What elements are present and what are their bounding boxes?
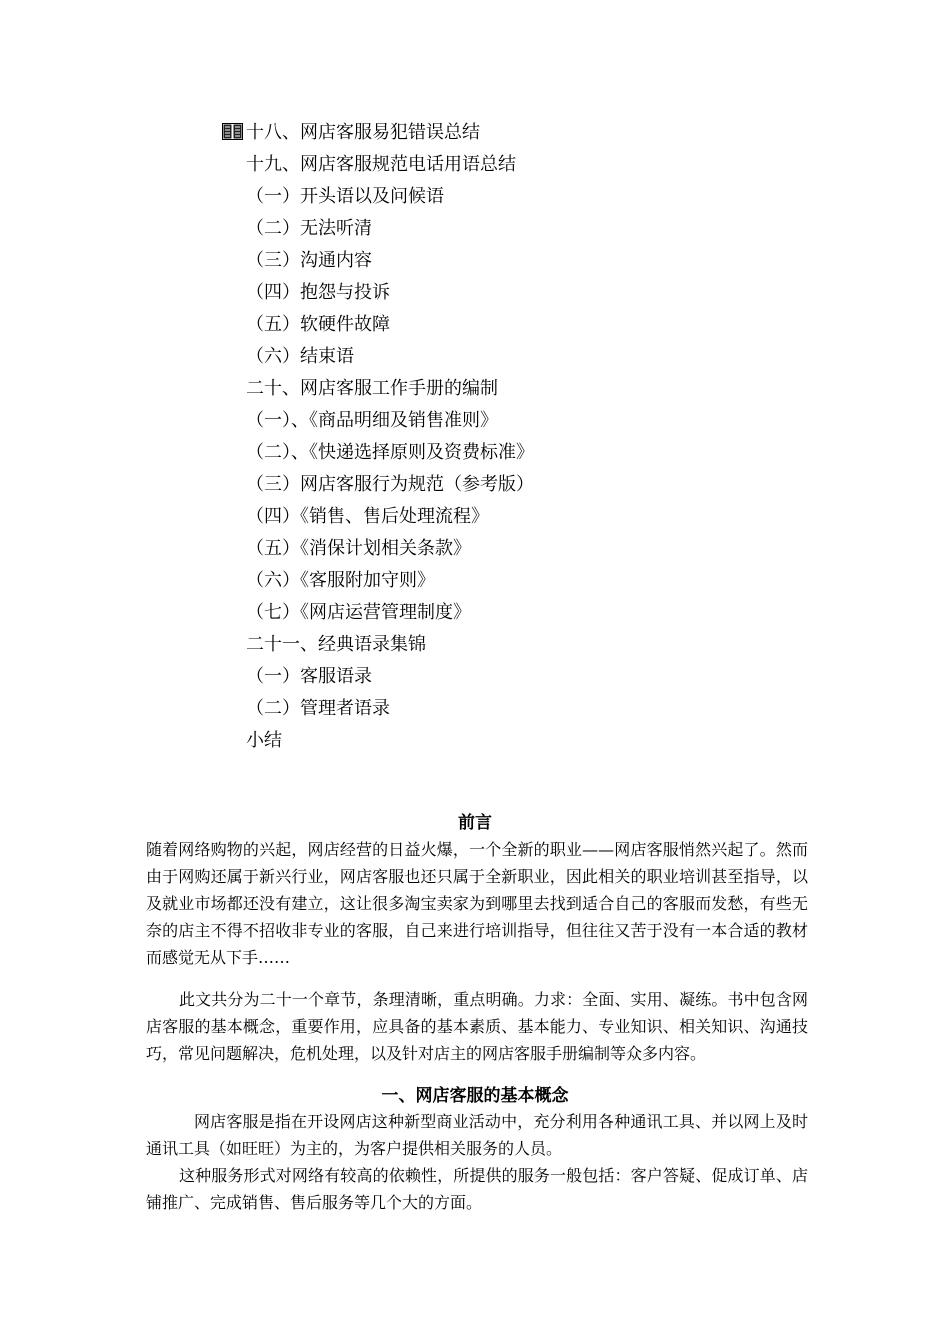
- toc-item[interactable]: （四）《销售、售后处理流程》: [246, 506, 489, 527]
- preface-paragraph: 此文共分为二十一个章节，条理清晰，重点明确。力求：全面、实用、凝练。书中包含网店客服的基本概念，重要作用，应具备的基本素质、基本能力、专业知识、相关知识、沟通技巧，常见问题解决，危机处理，以及针对店主的网店客服手册编制等众多内容。: [146, 990, 808, 1063]
- preface-paragraph: 随着网络购物的兴起，网店经营的日益火爆，一个全新的职业——网店客服悄然兴起了。然而由于网购还属于新兴行业，网店客服也还只属于全新职业，因此相关的职业培训甚至指导，以及就业市场都还没有建立，这让很多淘宝卖家为到哪里去找到适合自己的客服而发愁，有些无奈的店主不得不招收非专业的客服，自己来进行培训指导，但往往又苦于没有一本合适的教材而感觉无从下手……: [146, 840, 808, 967]
- preface-heading: 前言: [458, 813, 492, 833]
- toc-item[interactable]: （三）网店客服行为规范（参考版）: [246, 474, 534, 495]
- toc-item[interactable]: （四）抱怨与投诉: [246, 282, 390, 303]
- section-paragraph: 网店客服是指在开设网店这种新型商业活动中，充分利用各种通讯工具、并以网上及时通讯工具（如旺旺）为主的，为客户提供相关服务的人员。: [146, 1112, 808, 1158]
- toc-item[interactable]: （五）《消保计划相关条款》: [246, 538, 471, 559]
- toc-item[interactable]: （六）《客服附加守则》: [246, 570, 435, 591]
- section-heading: 一、网店客服的基本概念: [381, 1086, 569, 1106]
- toc-item[interactable]: 二十、网店客服工作手册的编制: [246, 378, 498, 399]
- toc-item[interactable]: 小结: [246, 730, 282, 751]
- toc-item[interactable]: （一）开头语以及问候语: [246, 186, 444, 207]
- toc-item[interactable]: （二）管理者语录: [246, 698, 390, 719]
- toc-item[interactable]: （二）无法听清: [246, 218, 372, 239]
- toc-item[interactable]: （三）沟通内容: [246, 250, 372, 271]
- toc-item[interactable]: （七）《网店运营管理制度》: [246, 602, 471, 623]
- toc-item[interactable]: [222, 117, 822, 149]
- toc-item[interactable]: 十九、网店客服规范电话用语总结: [246, 154, 516, 175]
- toc-item[interactable]: 二十一、经典语录集锦: [246, 634, 426, 655]
- toc-item[interactable]: （六）结束语: [246, 346, 354, 367]
- book-icon: [222, 123, 243, 140]
- toc-item[interactable]: （一）、《商品明细及销售准则》: [246, 410, 498, 431]
- table-of-contents: [222, 117, 822, 757]
- section-paragraph: 这种服务形式对网络有较高的依赖性，所提供的服务一般包括：客户答疑、促成订单、店铺推广、完成销售、售后服务等几个大的方面。: [146, 1166, 808, 1212]
- toc-item[interactable]: （二）、《快递选择原则及资费标准》: [246, 442, 534, 463]
- toc-item[interactable]: （五）软硬件故障: [246, 314, 390, 335]
- toc-item[interactable]: （一）客服语录: [246, 666, 372, 687]
- toc-item-label: 十八、网店客服易犯错误总结: [246, 122, 480, 143]
